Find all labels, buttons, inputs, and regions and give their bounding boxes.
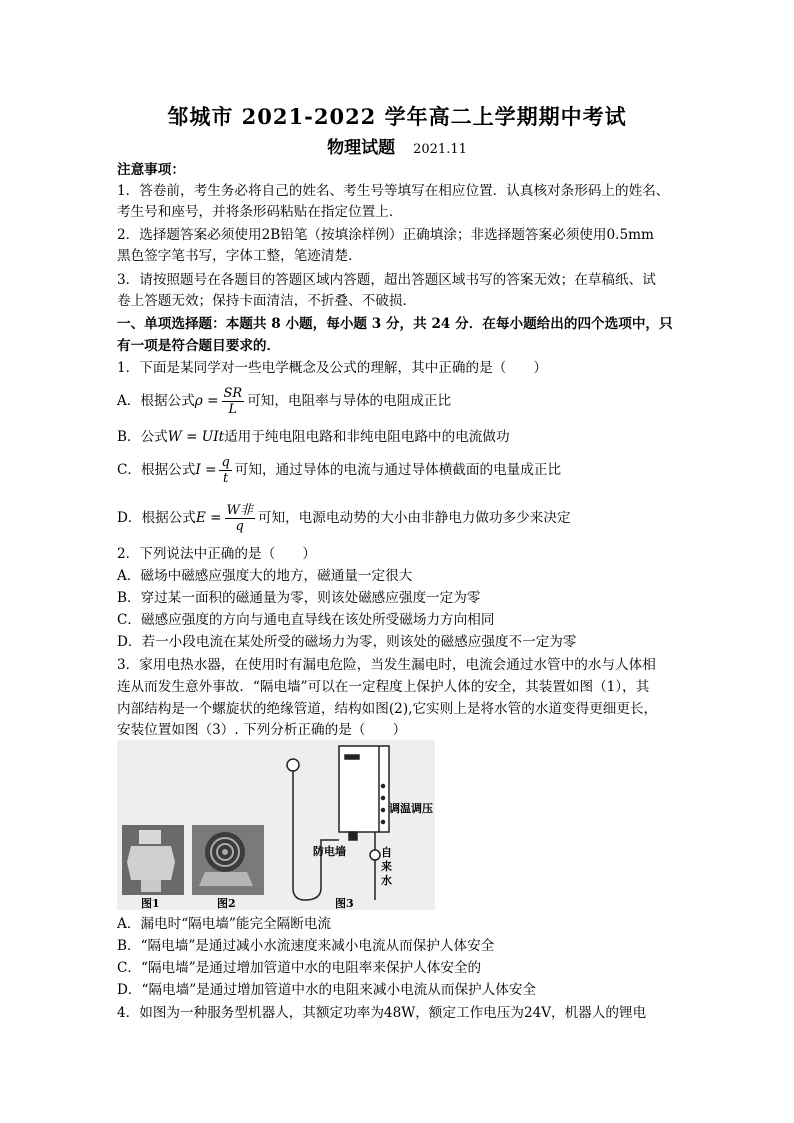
exam-date: 2021.11 xyxy=(413,142,467,157)
note-line: 卷上答题无效；保持卡面清洁，不折叠、不破损． xyxy=(117,293,417,309)
figure-label-1: 图1 xyxy=(141,897,160,910)
q4-stem: 4．如图为一种服务型机器人，其额定功率为48W，额定工作电压为24V，机器人的锂电 xyxy=(117,1005,647,1021)
q2-stem: 2．下列说法中正确的是（ ） xyxy=(117,546,316,562)
q1-stem: 1．下面是某同学对一些电学概念及公式的理解，其中正确的是（ ） xyxy=(117,360,548,376)
annot-tap-water-1: 自 xyxy=(381,846,392,859)
note-line: 3．请按照题号在各题目的答题区域内答题，超出答题区域书写的答案无效；在草稿纸、试 xyxy=(117,272,656,288)
q1-a-fraction: $\frac{SR}{L}$ xyxy=(223,386,243,417)
q3-stem: 3．家用电热水器，在使用时有漏电危险，当发生漏电时，电流会通过水管中的水与人体相 xyxy=(117,657,656,673)
notes-heading: 注意事项： xyxy=(117,162,185,178)
q3-option-c: C．“隔电墙”是通过增加管道中水的电阻率来保护人体安全的 xyxy=(117,960,482,976)
q2-option-d: D．若一小段电流在某处所受的磁场力为零，则该处的磁感应强度不一定为零 xyxy=(117,634,577,650)
annot-tap-water-2: 来 xyxy=(381,860,392,873)
q1-c-fraction: $\frac{q}{t}$ xyxy=(221,455,230,486)
spiral-photo xyxy=(192,825,264,895)
q1-option-c: C．根据公式I = $\frac{q}{t}$ 可知，通过导体的电流与通过导体横截面的电量成正比 xyxy=(117,455,562,486)
exam-title: 邹城市 2021-2022 学年高二上学期期中考试 xyxy=(167,104,627,129)
note-line: 考生号和座号，并将条形码粘贴在指定位置上． xyxy=(117,204,403,220)
q1-option-b: B．公式W = UIt适用于纯电阻电路和非纯电阻电路中的电流做功 xyxy=(117,429,510,445)
q3-stem: 连从而发生意外事故．“隔电墙”可以在一定程度上保护人体的安全，其装置如图（1），其 xyxy=(117,679,650,695)
insulator-photo xyxy=(122,825,184,895)
figure-label-2: 图2 xyxy=(217,897,236,910)
q1-option-a: A．根据公式ρ = $\frac{SR}{L}$ 可知，电阻率与导体的电阻成正比 xyxy=(117,386,452,417)
subject-name: 物理试题 xyxy=(327,138,396,158)
q3-stem: 内部结构是一个螺旋状的绝缘管道，结构如图(2),它实则上是将水管的水道变得更细更长， xyxy=(117,701,658,717)
annot-temp-control: 调温调压 xyxy=(389,802,433,815)
note-line: 2．选择题答案必须使用2B铅笔（按填涂样例）正确填涂；非选择题答案必须使用0.5mm xyxy=(117,227,654,243)
q3-option-b: B．“隔电墙”是通过减小水流速度来减小电流从而保护人体安全 xyxy=(117,938,495,954)
section-heading: 一、单项选择题：本题共 8 小题，每小题 3 分，共 24 分．在每小题给出的四个选项中，只 xyxy=(117,316,673,332)
q2-option-c: C．磁感应强度的方向与通电直导线在该处所受磁场力方向相同 xyxy=(117,612,495,628)
q3-figure xyxy=(117,740,435,910)
q1-option-d: D．根据公式E = $\frac{\text{W非}}{q}$ 可知，电源电动势的大小由非静电力做功多少来决定 xyxy=(117,503,571,534)
section-heading-cont: 有一项是符合题目要求的． xyxy=(117,338,281,354)
figure-label-3: 图3 xyxy=(335,897,354,910)
note-line: 黑色签字笔书写，字体工整，笔迹清楚． xyxy=(117,248,362,264)
annot-tap-water-3: 水 xyxy=(381,874,392,887)
annot-electric-wall: 防电墙 xyxy=(313,845,346,858)
note-line: 1．答卷前，考生务必将自己的姓名、考生号等填写在相应位置．认真核对条形码上的姓名、 xyxy=(117,183,670,199)
q2-option-b: B．穿过某一面积的磁通量为零，则该处磁感应强度一定为零 xyxy=(117,590,481,606)
q3-stem: 安装位置如图（3）. 下列分析正确的是（ ） xyxy=(117,722,407,738)
q2-option-a: A．磁场中磁感应强度大的地方，磁通量一定很大 xyxy=(117,568,413,584)
q3-option-d: D．“隔电墙”是通过增加管道中水的电阻来减小电流从而保护人体安全 xyxy=(117,982,537,998)
q1-d-fraction: $\frac{\text{W非}}{q}$ xyxy=(226,503,253,534)
exam-subtitle xyxy=(0,133,794,158)
q3-option-a: A．漏电时“隔电墙”能完全隔断电流 xyxy=(117,916,332,932)
